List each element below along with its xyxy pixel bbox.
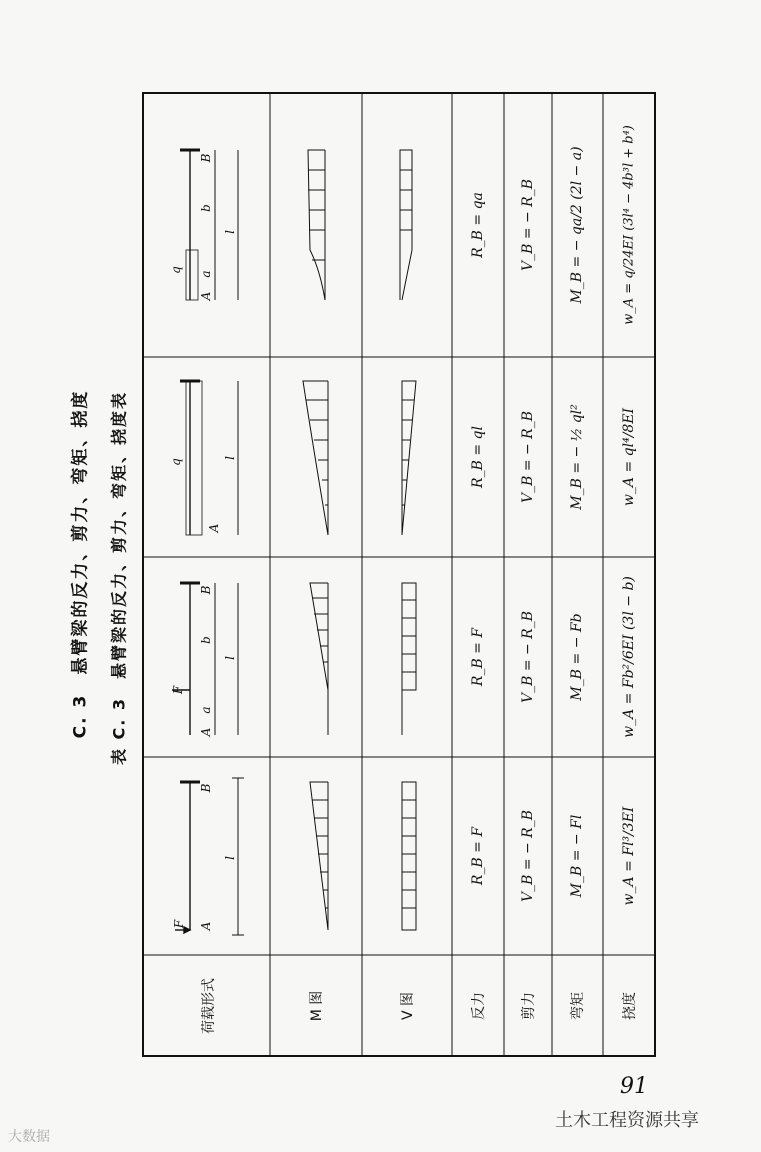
header-m-diagram: M 图 [309,990,325,1022]
case2-deflection: w_A = Fb²/6EI (3l − b) [621,576,637,738]
case1-m-diagram [310,782,328,930]
case4-label-l: l [223,230,237,234]
case2-v-diagram [402,583,416,735]
header-reaction: 反力 [471,992,487,1020]
case4-label-q: q [169,266,183,274]
case2-label-a: a [199,706,213,714]
case3-moment: M_B = − ½ ql² [569,404,585,510]
case2-label-l: l [223,656,237,660]
case1-reaction: R_B = F [470,826,486,886]
case3-shear: V_B = − R_B [520,410,536,504]
case1-label-force: F [172,919,186,929]
case4-shear: V_B = − R_B [520,178,536,272]
case2-moment: M_B = − Fb [569,613,585,701]
case4-label-a: a [199,270,213,278]
case4-label-b-end: B [199,153,213,163]
case2-label-force: F [171,685,185,695]
watermark-left: 大数据 [8,1129,50,1145]
case3-label-a: A [207,523,221,533]
case3-label-l: l [223,456,237,460]
case4-label-b: b [199,204,213,212]
case4-v-diagram [400,150,412,300]
case1-label-l: l [223,856,237,860]
case2-shear: V_B = − R_B [520,610,536,704]
case3-reaction: R_B = ql [470,426,486,488]
case2-label-a-end: A [199,727,213,737]
header-moment: 弯矩 [570,992,586,1020]
case1-shear: V_B = − R_B [520,809,536,903]
table-title: 表 C. 3 悬臂梁的反力、剪力、弯矩、挠度表 [109,390,129,766]
header-shear: 剪力 [521,992,537,1020]
case3-deflection: w_A = ql⁴/8EI [621,407,637,507]
case1-label-b: B [199,783,213,793]
case1-deflection: w_A = Fl³/3EI [621,806,637,906]
case4-m-diagram [308,150,325,300]
case3-m-diagram [303,381,328,535]
page-number: 91 [620,1074,648,1099]
case3-v-diagram [402,381,416,535]
case1-label-a: A [199,921,213,931]
case2-m-diagram [310,583,328,735]
case2-label-b: b [199,636,213,644]
case4-reaction: R_B = qa [470,192,486,258]
case2-label-b-end: B [199,585,213,595]
case4-deflection: w_A = q/24EI (3l⁴ − 4b³l + b⁴) [621,125,637,325]
case4-moment: M_B = − qa/2 (2l − a) [569,146,585,304]
header-v-diagram: V 图 [400,991,416,1021]
header-load: 荷载形式 [201,978,217,1034]
case1-v-diagram [402,782,416,930]
section-title: C. 3 悬臂梁的反力、剪力、弯矩、挠度 [70,389,91,739]
watermark-right: 土木工程资源共享 [555,1110,699,1131]
case1-moment: M_B = − Fl [569,814,585,898]
header-deflection: 挠度 [622,992,638,1020]
case3-label-q: q [169,458,183,466]
case4-label-a-end: A [199,291,213,301]
case2-reaction: R_B = F [470,627,486,687]
